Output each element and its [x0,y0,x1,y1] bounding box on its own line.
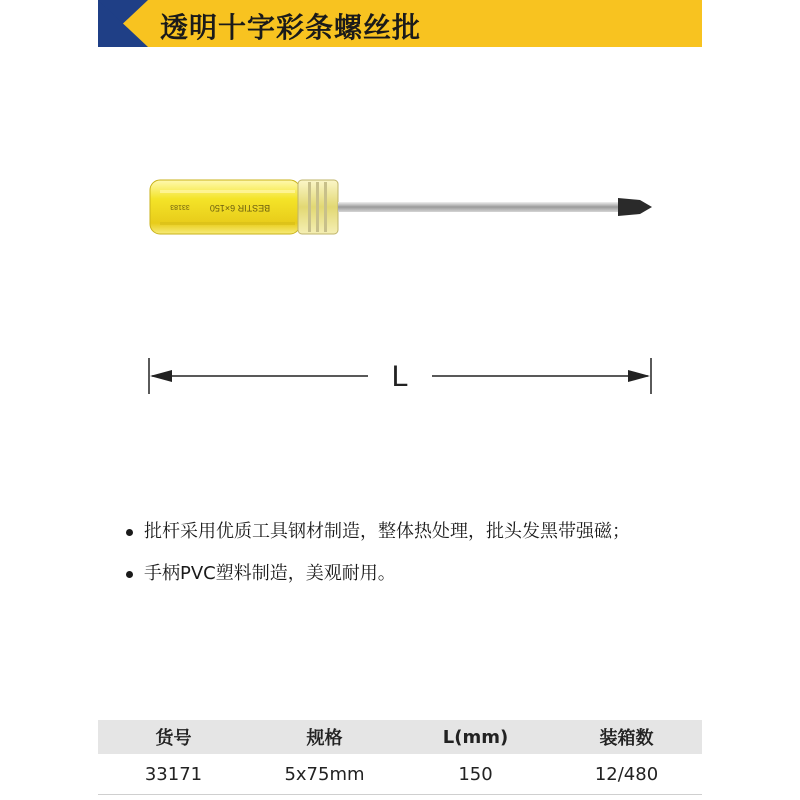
shaft [338,202,638,212]
feature-list [120,520,740,604]
phillips-tip [618,198,652,216]
collar-ring [308,182,311,232]
cell-pack-qty: 12/480 [551,754,702,795]
screwdriver-image [140,160,680,250]
collar-ring [316,182,319,232]
dim-arrow-left [150,370,172,382]
handle-print: BESTIR 6×150 [209,203,271,213]
cell-length: 150 [400,754,551,795]
header-pack-qty: 装箱数 [551,720,702,754]
table-row [98,754,702,795]
header-spec: 规格 [249,720,400,754]
title-banner [98,0,702,47]
handle-code: 33183 [170,203,190,210]
list-item [120,562,740,586]
page-title: 透明十字彩条螺丝批 [160,11,422,44]
banner-accent-bottom [98,0,148,47]
header-item-no: 货号 [98,720,249,754]
bullet-icon [126,571,133,578]
bullet-icon [126,529,133,536]
cell-item-no: 33171 [98,754,249,795]
list-item [120,520,740,544]
handle-stripe [160,190,295,193]
feature-text: 批杆采用优质工具钢材制造，整体热处理，批头发黑带强磁； [144,521,630,542]
handle-stripe [160,222,295,225]
dimension-label: L [391,360,409,393]
table-header-row [98,720,702,754]
collar-ring [324,182,327,232]
feature-text: 手柄PVC塑料制造，美观耐用。 [144,563,396,584]
dimension-line [140,350,660,400]
cell-spec: 5x75mm [249,754,400,795]
dim-arrow-right [628,370,650,382]
header-length: L(mm) [400,720,551,754]
spec-table [98,720,702,795]
